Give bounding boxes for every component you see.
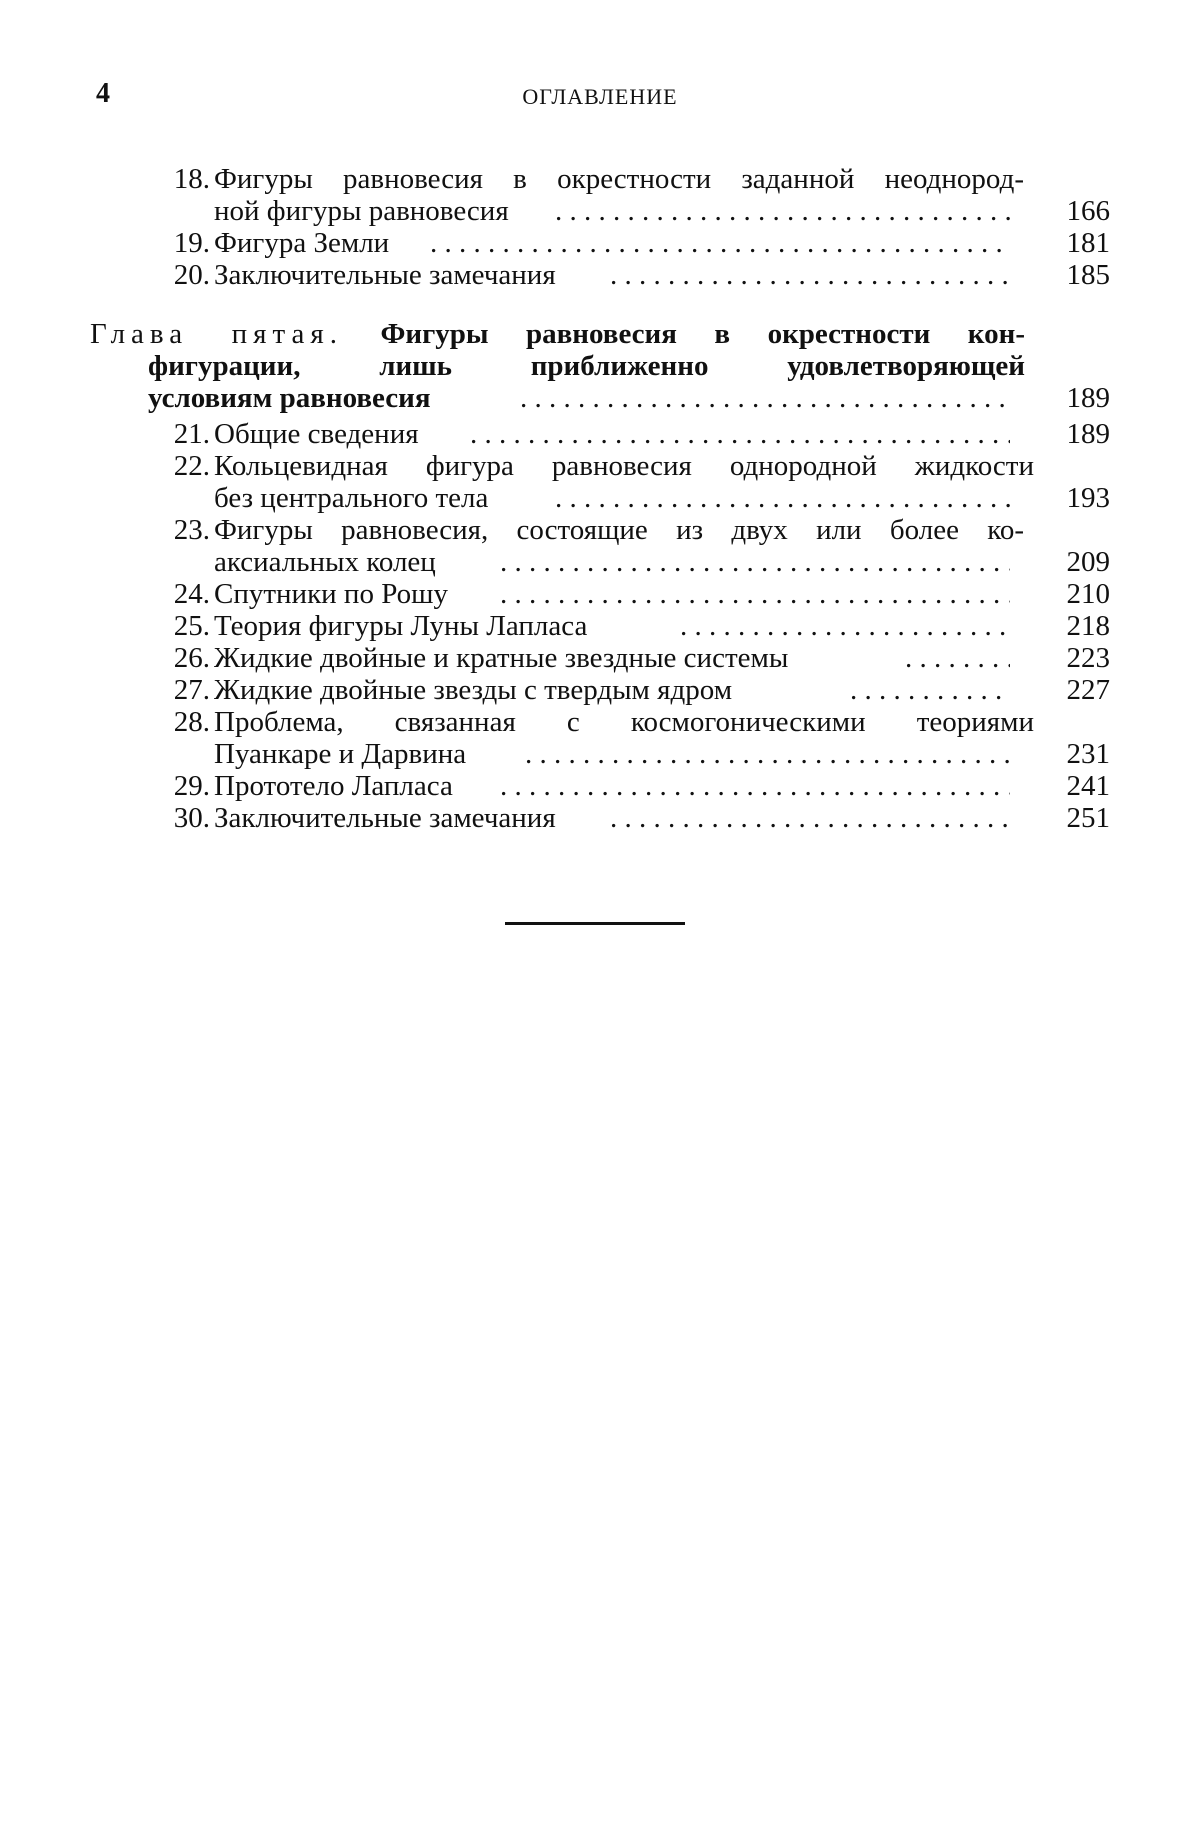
toc-entry-title: Жидкие двойные звезды с твердым ядром bbox=[214, 674, 733, 706]
toc-entry-number: 27. bbox=[173, 674, 210, 706]
toc-entry-title-line2: ной фигуры равновесия bbox=[214, 195, 509, 227]
dot-leader bbox=[555, 195, 1010, 227]
toc-entry-title: Заключительные замечания bbox=[214, 802, 556, 834]
toc-entry-number: 19. bbox=[173, 227, 210, 259]
chapter-heading-cont2 bbox=[0, 382, 1110, 414]
dot-leader bbox=[905, 642, 1010, 674]
toc-entry-page: 210 bbox=[1066, 578, 1110, 610]
toc-entry-page: 181 bbox=[1066, 227, 1110, 259]
toc-entry-number: 18. bbox=[173, 163, 210, 195]
toc-entry-30 bbox=[0, 802, 1110, 834]
toc-entry-title-line2: аксиальных колец bbox=[214, 546, 436, 578]
toc-entry-page: 223 bbox=[1066, 642, 1110, 674]
toc-entry-page: 189 bbox=[1066, 418, 1110, 450]
toc-entry-title-line1: Кольцевидная фигура равновесия однородной жидкости bbox=[214, 450, 1034, 482]
dot-leader bbox=[430, 227, 1010, 259]
toc-entry-page: 227 bbox=[1066, 674, 1110, 706]
page-header bbox=[0, 78, 1200, 118]
toc-entry-page: 251 bbox=[1066, 802, 1110, 834]
toc-entry-title-line2: Пуанкаре и Дарвина bbox=[214, 738, 467, 770]
toc-entry-page: 209 bbox=[1066, 546, 1110, 578]
toc-entry-23-cont bbox=[0, 546, 1110, 578]
toc-entry-title: Спутники по Рошу bbox=[214, 578, 448, 610]
toc-entry-28 bbox=[0, 706, 1110, 738]
toc-entry-title-line2: без центрального тела bbox=[214, 482, 489, 514]
toc-entry-28-cont bbox=[0, 738, 1110, 770]
toc-entry-19 bbox=[0, 227, 1110, 259]
toc-entry-page: 231 bbox=[1066, 738, 1110, 770]
toc-entry-29 bbox=[0, 770, 1110, 802]
toc-entry-title: Прототело Лапласа bbox=[214, 770, 453, 802]
toc-entry-26 bbox=[0, 642, 1110, 674]
page-number: 4 bbox=[96, 78, 110, 109]
chapter-title-line3: условиям равновесия bbox=[148, 382, 431, 414]
toc-entry-title: Заключительные замечания bbox=[214, 259, 556, 291]
toc-entry-number: 26. bbox=[173, 642, 210, 674]
toc-entry-page: 241 bbox=[1066, 770, 1110, 802]
toc-entry-18 bbox=[0, 163, 1110, 195]
dot-leader bbox=[610, 259, 1010, 291]
toc-entry-number: 28. bbox=[173, 706, 210, 738]
toc-entry-27 bbox=[0, 674, 1110, 706]
toc-entry-25 bbox=[0, 610, 1110, 642]
toc-entry-title: Жидкие двойные и кратные звездные системы bbox=[214, 642, 789, 674]
dot-leader bbox=[470, 418, 1010, 450]
dot-leader bbox=[680, 610, 1010, 642]
running-title: ОГЛАВЛЕНИЕ bbox=[522, 84, 678, 109]
toc-entry-title: Общие сведения bbox=[214, 418, 419, 450]
toc-entry-page: 218 bbox=[1066, 610, 1110, 642]
toc-entry-title-line1: Проблема, связанная с космогоническими теориями bbox=[214, 706, 1034, 738]
toc-entry-number: 22. bbox=[173, 450, 210, 482]
dot-leader bbox=[500, 578, 1010, 610]
chapter-title-line2: фигурации, лишь приближенно удовлетворяющей bbox=[148, 350, 1025, 382]
dot-leader bbox=[500, 546, 1010, 578]
dot-leader bbox=[850, 674, 1010, 706]
toc-entry-number: 23. bbox=[173, 514, 210, 546]
toc-entry-number: 30. bbox=[173, 802, 210, 834]
toc-entry-page: 185 bbox=[1066, 259, 1110, 291]
toc-entry-number: 21. bbox=[173, 418, 210, 450]
chapter-page: 189 bbox=[1066, 382, 1110, 414]
toc-entry-22 bbox=[0, 450, 1110, 482]
dot-leader bbox=[500, 770, 1010, 802]
toc-entry-number: 20. bbox=[173, 259, 210, 291]
toc-entry-title-line1: Фигуры равновесия в окрестности заданной неоднород- bbox=[214, 163, 1024, 195]
toc-entry-page: 166 bbox=[1066, 195, 1110, 227]
toc-entry-title-line1: Фигуры равновесия, состоящие из двух или более ко- bbox=[214, 514, 1024, 546]
toc-entry-number: 25. bbox=[173, 610, 210, 642]
toc-entry-title: Теория фигуры Луны Лапласа bbox=[214, 610, 588, 642]
dot-leader bbox=[610, 802, 1010, 834]
dot-leader bbox=[525, 738, 1010, 770]
toc-entry-23 bbox=[0, 514, 1110, 546]
toc-entry-22-cont bbox=[0, 482, 1110, 514]
toc-entry-24 bbox=[0, 578, 1110, 610]
dot-leader bbox=[555, 482, 1010, 514]
toc-entry-18-cont bbox=[0, 195, 1110, 227]
dot-leader bbox=[520, 382, 1010, 414]
chapter-heading bbox=[0, 318, 1110, 350]
chapter-label: Глава пятая. bbox=[90, 318, 343, 350]
toc-entry-title: Фигура Земли bbox=[214, 227, 390, 259]
toc-entry-number: 24. bbox=[173, 578, 210, 610]
chapter-title-line1: Фигуры равновесия в окрестности кон- bbox=[380, 318, 1025, 350]
toc-entry-21 bbox=[0, 418, 1110, 450]
end-separator-rule bbox=[505, 922, 685, 925]
chapter-heading-cont bbox=[0, 350, 1110, 382]
toc-entry-number: 29. bbox=[173, 770, 210, 802]
chapter-heading-line1 bbox=[90, 318, 1025, 350]
toc-entry-page: 193 bbox=[1066, 482, 1110, 514]
toc-entry-20 bbox=[0, 259, 1110, 291]
